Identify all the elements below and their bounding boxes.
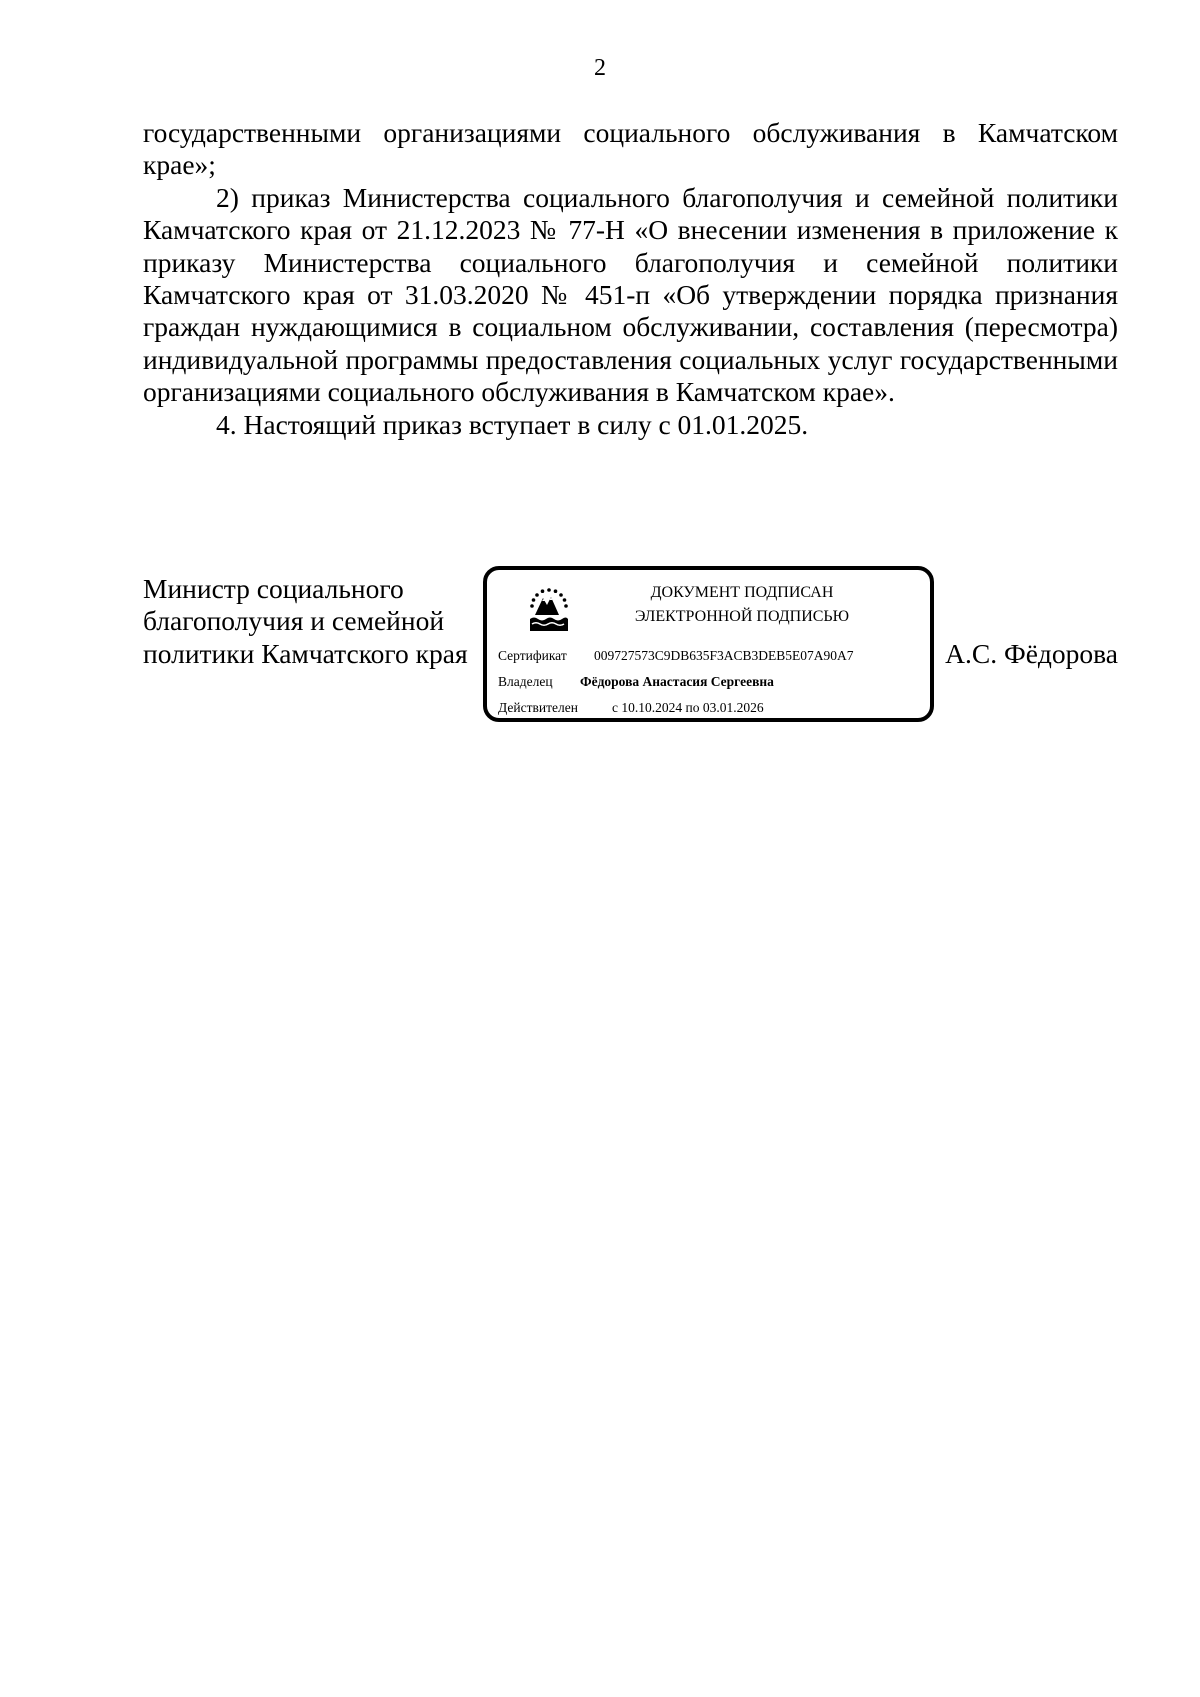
- stamp-owner-value: Фёдорова Анастасия Сергеевна: [580, 674, 774, 689]
- stamp-owner-row: [498, 673, 774, 691]
- paragraph-continuation: государственными организациями социального обслуживания в Камчатском крае»;: [143, 117, 1118, 181]
- signer-position: [143, 573, 468, 670]
- electronic-signature-stamp: [483, 566, 934, 722]
- kamchatka-coat-of-arms-icon: [524, 584, 574, 634]
- stamp-certificate-row: [498, 647, 854, 665]
- stamp-certificate-value: 009727573C9DB635F3ACB3DEB5E07A90A7: [594, 648, 854, 663]
- stamp-owner-label: Владелец: [498, 674, 553, 689]
- stamp-certificate-label: Сертификат: [498, 648, 567, 663]
- document-body: [143, 117, 1118, 441]
- stamp-header: [597, 581, 887, 629]
- paragraph-item-2: 2) приказ Министерства социального благополучия и семейной политики Камчатского края от 21.12.2023 № 77-Н «О внесении изменения в приложение к приказу Министерства социального благополучия и семейной политики Камчатского края от 31.03.2020 № 451-п «Об утверждении порядка признания граждан нуждающимися в социальном обслуживании, составления (пересмотра) индивидуальной программы предоставления социальных услуг государственными организациями социального обслуживания в Камчатском крае».: [143, 181, 1118, 408]
- signer-name: А.С. Фёдорова: [945, 637, 1118, 669]
- signer-position-line: политики Камчатского края: [143, 637, 468, 669]
- stamp-header-line: ДОКУМЕНТ ПОДПИСАН: [650, 584, 834, 601]
- page-number: 2: [594, 55, 606, 81]
- stamp-validity-label: Действителен: [498, 700, 578, 715]
- signer-position-line: благополучия и семейной: [143, 605, 445, 637]
- stamp-validity-value: с 10.10.2024 по 03.01.2026: [612, 700, 764, 715]
- signer-position-line: Министр социального: [143, 573, 404, 604]
- stamp-header-line: ЭЛЕКТРОННОЙ ПОДПИСЬЮ: [634, 608, 850, 625]
- paragraph-item-4: 4. Настоящий приказ вступает в силу с 01.01.2025.: [216, 408, 809, 440]
- stamp-validity-row: [498, 699, 764, 717]
